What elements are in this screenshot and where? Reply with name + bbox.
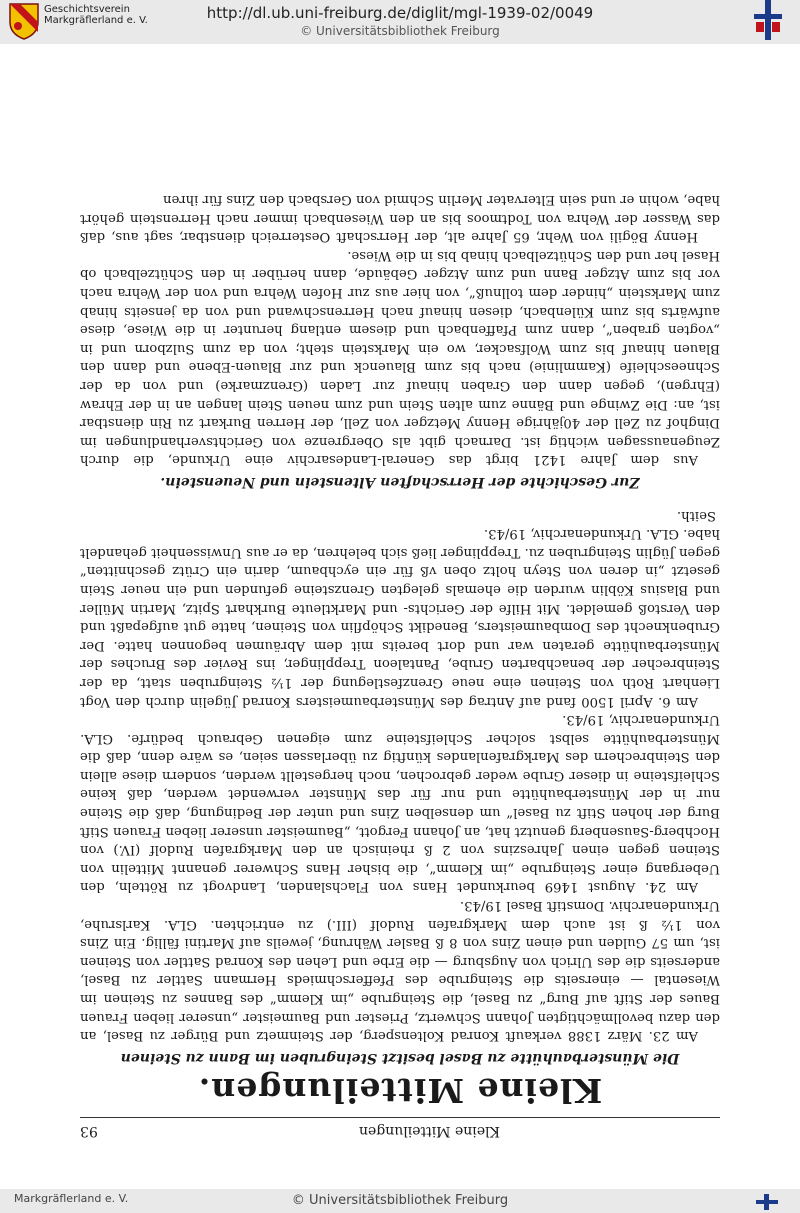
viewer-footer — [0, 1189, 800, 1213]
running-header — [80, 1117, 720, 1140]
signature: Seith. — [676, 507, 716, 523]
footer-copyright: © Universitätsbibliothek Freiburg — [291, 1193, 509, 1208]
paragraph: Am 24. August 1469 beurkundet Hans von Flachslanden, Landvogt zu Rötteln, den Uebergang einer Steingrube „im Klemm“, die bisher Hans Schwerer genannt Mittelin von Steinen gegen einen Jahreszins von 2 ß rheinisch an den Markgrafen Rudolf (IV.) von Hochberg-Sausenberg genutzt hat, an Johann Fergott, „Baumeister unserer lieben Frauen Stift Burg der hohen Stift zu Basel“ um denselben Zins und unter der Bedingung, daß die Steine nur in der Münsterbauhütte und nur für das Münster verwendet werden, daß keine Schleifsteine in dieser Grube weder gebrochen, noch hergestellt werden, sondern diese allein den Steinbrechern des Markgrafenlandes künftig zu überlassen seien, es wäre denn, daß die Münsterbauhütte selbst solcher Schleifsteine zum eigenen Gebrauch bedürfe. GLA. Urkundenarchiv, 19/43. — [80, 712, 720, 895]
section-heading-1: Die Münsterbauhütte zu Basel besitzt Steingruben im Bann zu Steinen — [120, 1049, 680, 1066]
section-heading-2: Zur Geschichte der Herrschaften Altenstein und Neuenstein. — [160, 474, 640, 490]
running-head-title: Kleine Mitteilungen — [358, 1123, 500, 1139]
library-logo-icon — [754, 0, 782, 40]
society-line-1: Geschichtsverein — [44, 4, 130, 15]
library-copyright: © Universitätsbibliothek Freiburg — [300, 24, 500, 38]
page-number: 93 — [80, 1123, 98, 1139]
library-logo-small-icon — [756, 1194, 778, 1210]
paragraph: Henny Bögili von Wehr, 65 Jahre alt, der Herrschaft Oesterreich dienstbar, sagt aus, daß das Wasser der Wehra von Todtmoos bis an den Wiesenbach immer nach Herrenstein gehört habe, wohin er und sein Eltervater Merlin Schmid von Gersbach den Zins für ihren — [80, 192, 720, 245]
document-page — [80, 150, 720, 1140]
footer-society: Markgräflerland e. V. — [14, 1192, 129, 1205]
paragraph: Aus dem Jahre 1421 birgt das General-Landesarchiv eine Urkunde, die durch Zeugenaussagen wichtig ist. Darnach gibt als Obergrenze von Gerichtsverhandlungen im Dinghof zu Zell der 40jährige Henny Metzger von Zell, der Herren Burkart zu Rin dienstbar ist, an: Die Zwinge und Bänne zum alten Stein und zum neuen Stein langen an in der Ehraw (Ehrgen), gegen dann den Graben hinauf zur Laden (Grenzmarke) und von da der Schneeschleife (Kammlinie) nach bis zum Blauenck und zur Blauen-Ebene und dann den Blauen hinauf bis zum Wolfsacker, wo ein Markstein steht; von da zum Sulzborn und in „vogten graben“, dann zum Pfaffenbach und diesem entlang herunter in die Wiese, diese aufwärts bis zum Külenbach, diesen hinauf nach Herrenschwand und von da jenseits hinab zum Markstein „hinder dem tollnuß“, von hier aus zur Hofen Wehra und von der Wehra nach vor bis zum Atzger Bann und zum Atzger Gebäude, dann herüber in den Schützelbach ob Hasel her und den Schützelbach hinab bis in die Wiese. — [80, 247, 720, 468]
society-line-2: Markgräflerland e. V. — [44, 15, 148, 26]
paragraph: Am 6. April 1500 fand auf Antrag des Münsterbaumeisters Konrad Jügelin durch den Vogt Lienhart Roth von Steinen eine neue Grenzfestlegung der 1½ Steingruben statt, da der Steinbrecher der benachbarten Grube, Pantaleon Trepplinger, ins Revier des Bruches der Münsterbauhütte geraten war und dort bereits mit dem Abräumen begonnen hatte. Der Grubenknecht des Dombaumeisters, Benedikt Schöpflin von Steinen, hatte gut aufgepaßt und den Verstoß gemeldet. Mit Hilfe der Gerichts- und Marktleute Burkhart Spitz, Martin Müller und Blasius Köblin wurden die ehemals gelegten Grenzsteine gefunden und ein neuer Stein gesetzt „in deren von Steyn holtz oben vß für ein eychbaum, darin ein Crütz geschnitten“ gegen Jüglin Steingruben zu. Trepplinger ließ sich belehren, da er aus Unwissenheit gehandelt habe. GLA. Urkundenarchiv, 19/43. — [80, 526, 720, 709]
source-url[interactable]: http://dl.ub.uni-freiburg.de/diglit/mgl-1939-02/0049 — [206, 4, 594, 22]
page-title: Kleine Mitteilungen. — [197, 1071, 603, 1111]
paragraph: Am 23. März 1388 verkauft Konrad Koltensperg, der Steinmetz und Bürger zu Basel, an den dazu bevollmächtigten Johann Schwertz, Priester und Baumeister „unserer lieben Frauen Baues der Stift auf Burg“ zu Basel, die Steingrube „im Klemm“ des Bannes zu Steinen im Wiesental — einerseits die Steingrube des Pfefferschmieds Hermann Sattler zu Basel, anderseits die des Ulrich von Augsburg — die Erbe und Lehen des Konrad Sattler von Steinen ist, um 57 Gulden und einen Zins von 8 ß Basler Währung, jeweils auf Martini fällig. Ein Zins von 1½ ß ist auch dem Markgrafen Rudolf (III.) zu entrichten. GLA. Karlsruhe, Urkundenarchiv. Domstift Basel 19/43. — [80, 898, 720, 1044]
viewer-header — [0, 0, 800, 44]
